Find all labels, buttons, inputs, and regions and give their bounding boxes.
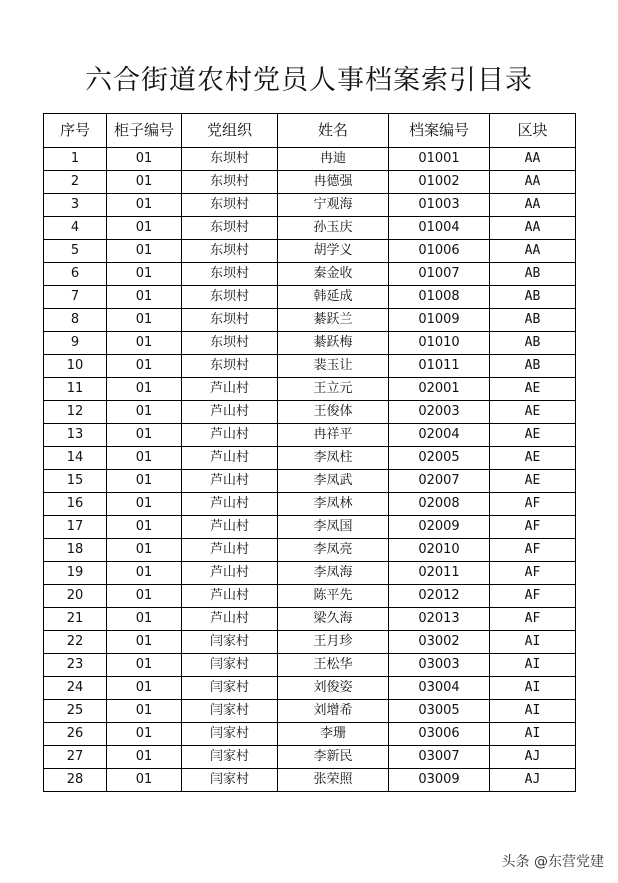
cell-cabinet: 01 <box>107 746 182 769</box>
cell-block: AF <box>490 562 576 585</box>
table-row <box>44 677 576 700</box>
table-row <box>44 263 576 286</box>
cell-serial: 1 <box>44 148 107 171</box>
cell-serial: 15 <box>44 470 107 493</box>
cell-serial: 7 <box>44 286 107 309</box>
header-serial: 序号 <box>44 114 107 148</box>
cell-serial: 18 <box>44 539 107 562</box>
cell-serial: 21 <box>44 608 107 631</box>
cell-block: AI <box>490 700 576 723</box>
table-row <box>44 332 576 355</box>
cell-name: 李凤海 <box>278 562 389 585</box>
cell-party-org: 芦山村 <box>182 378 278 401</box>
cell-block: AB <box>490 332 576 355</box>
cell-file-number: 01004 <box>389 217 490 240</box>
cell-name: 李凤柱 <box>278 447 389 470</box>
cell-party-org: 东坝村 <box>182 332 278 355</box>
cell-party-org: 闫家村 <box>182 654 278 677</box>
cell-block: AE <box>490 447 576 470</box>
cell-name: 张荣照 <box>278 769 389 792</box>
cell-serial: 12 <box>44 401 107 424</box>
cell-block: AB <box>490 355 576 378</box>
table-row <box>44 378 576 401</box>
cell-file-number: 02001 <box>389 378 490 401</box>
cell-file-number: 02013 <box>389 608 490 631</box>
cell-party-org: 芦山村 <box>182 447 278 470</box>
cell-serial: 3 <box>44 194 107 217</box>
cell-serial: 16 <box>44 493 107 516</box>
cell-serial: 6 <box>44 263 107 286</box>
cell-cabinet: 01 <box>107 355 182 378</box>
cell-party-org: 芦山村 <box>182 608 278 631</box>
cell-file-number: 01009 <box>389 309 490 332</box>
cell-block: AE <box>490 424 576 447</box>
table-row <box>44 493 576 516</box>
table-row <box>44 539 576 562</box>
cell-file-number: 02004 <box>389 424 490 447</box>
cell-block: AE <box>490 378 576 401</box>
cell-serial: 27 <box>44 746 107 769</box>
cell-serial: 4 <box>44 217 107 240</box>
cell-cabinet: 01 <box>107 217 182 240</box>
cell-block: AJ <box>490 746 576 769</box>
cell-cabinet: 01 <box>107 401 182 424</box>
cell-cabinet: 01 <box>107 470 182 493</box>
cell-serial: 14 <box>44 447 107 470</box>
cell-cabinet: 01 <box>107 700 182 723</box>
header-name: 姓名 <box>278 114 389 148</box>
cell-serial: 24 <box>44 677 107 700</box>
cell-party-org: 芦山村 <box>182 401 278 424</box>
cell-party-org: 东坝村 <box>182 217 278 240</box>
cell-block: AA <box>490 148 576 171</box>
cell-block: AI <box>490 631 576 654</box>
archive-index-table <box>43 113 576 792</box>
cell-file-number: 01006 <box>389 240 490 263</box>
cell-party-org: 闫家村 <box>182 746 278 769</box>
cell-file-number: 02009 <box>389 516 490 539</box>
cell-name: 裴玉让 <box>278 355 389 378</box>
cell-file-number: 03004 <box>389 677 490 700</box>
cell-name: 綦跃兰 <box>278 309 389 332</box>
cell-party-org: 闫家村 <box>182 769 278 792</box>
cell-name: 孙玉庆 <box>278 217 389 240</box>
cell-party-org: 芦山村 <box>182 585 278 608</box>
cell-serial: 9 <box>44 332 107 355</box>
table-row <box>44 286 576 309</box>
cell-party-org: 芦山村 <box>182 424 278 447</box>
cell-block: AE <box>490 470 576 493</box>
cell-name: 李凤亮 <box>278 539 389 562</box>
table-row <box>44 401 576 424</box>
cell-party-org: 东坝村 <box>182 194 278 217</box>
table-row <box>44 447 576 470</box>
cell-cabinet: 01 <box>107 769 182 792</box>
cell-cabinet: 01 <box>107 654 182 677</box>
cell-file-number: 02012 <box>389 585 490 608</box>
cell-name: 宁观海 <box>278 194 389 217</box>
cell-block: AF <box>490 493 576 516</box>
cell-cabinet: 01 <box>107 723 182 746</box>
cell-serial: 28 <box>44 769 107 792</box>
cell-block: AF <box>490 539 576 562</box>
cell-serial: 26 <box>44 723 107 746</box>
cell-name: 冉德强 <box>278 171 389 194</box>
cell-cabinet: 01 <box>107 608 182 631</box>
cell-cabinet: 01 <box>107 286 182 309</box>
cell-file-number: 02003 <box>389 401 490 424</box>
table-row <box>44 194 576 217</box>
cell-serial: 2 <box>44 171 107 194</box>
cell-cabinet: 01 <box>107 194 182 217</box>
cell-name: 胡学义 <box>278 240 389 263</box>
table-row <box>44 585 576 608</box>
cell-cabinet: 01 <box>107 539 182 562</box>
cell-cabinet: 01 <box>107 332 182 355</box>
cell-file-number: 01008 <box>389 286 490 309</box>
cell-file-number: 01011 <box>389 355 490 378</box>
table-row <box>44 309 576 332</box>
cell-name: 王立元 <box>278 378 389 401</box>
cell-cabinet: 01 <box>107 263 182 286</box>
cell-file-number: 01001 <box>389 148 490 171</box>
cell-name: 梁久海 <box>278 608 389 631</box>
cell-party-org: 闫家村 <box>182 700 278 723</box>
cell-serial: 11 <box>44 378 107 401</box>
cell-file-number: 03005 <box>389 700 490 723</box>
cell-name: 綦跃梅 <box>278 332 389 355</box>
table-row <box>44 608 576 631</box>
cell-cabinet: 01 <box>107 516 182 539</box>
cell-file-number: 03009 <box>389 769 490 792</box>
cell-name: 韩延成 <box>278 286 389 309</box>
table-row <box>44 631 576 654</box>
cell-party-org: 闫家村 <box>182 631 278 654</box>
cell-file-number: 03006 <box>389 723 490 746</box>
cell-name: 刘俊姿 <box>278 677 389 700</box>
cell-block: AF <box>490 608 576 631</box>
cell-party-org: 闫家村 <box>182 677 278 700</box>
cell-cabinet: 01 <box>107 631 182 654</box>
cell-serial: 13 <box>44 424 107 447</box>
cell-name: 陈平先 <box>278 585 389 608</box>
cell-serial: 10 <box>44 355 107 378</box>
cell-block: AI <box>490 654 576 677</box>
cell-serial: 17 <box>44 516 107 539</box>
watermark: 头条 @东营党建 <box>501 854 604 870</box>
cell-block: AI <box>490 677 576 700</box>
cell-party-org: 芦山村 <box>182 493 278 516</box>
cell-block: AA <box>490 240 576 263</box>
cell-name: 王松华 <box>278 654 389 677</box>
cell-party-org: 东坝村 <box>182 309 278 332</box>
cell-block: AA <box>490 171 576 194</box>
cell-file-number: 01003 <box>389 194 490 217</box>
cell-block: AF <box>490 516 576 539</box>
table-row <box>44 148 576 171</box>
cell-name: 王俊体 <box>278 401 389 424</box>
table-row <box>44 769 576 792</box>
header-block: 区块 <box>490 114 576 148</box>
cell-block: AB <box>490 263 576 286</box>
cell-cabinet: 01 <box>107 447 182 470</box>
cell-party-org: 闫家村 <box>182 723 278 746</box>
cell-cabinet: 01 <box>107 148 182 171</box>
cell-cabinet: 01 <box>107 677 182 700</box>
cell-name: 李珊 <box>278 723 389 746</box>
header-party-org: 党组织 <box>182 114 278 148</box>
cell-block: AE <box>490 401 576 424</box>
cell-file-number: 01002 <box>389 171 490 194</box>
cell-file-number: 03007 <box>389 746 490 769</box>
table-row <box>44 700 576 723</box>
cell-serial: 20 <box>44 585 107 608</box>
cell-party-org: 东坝村 <box>182 355 278 378</box>
cell-file-number: 02011 <box>389 562 490 585</box>
cell-party-org: 东坝村 <box>182 171 278 194</box>
cell-party-org: 芦山村 <box>182 562 278 585</box>
cell-file-number: 01010 <box>389 332 490 355</box>
cell-block: AI <box>490 723 576 746</box>
cell-name: 李新民 <box>278 746 389 769</box>
cell-file-number: 02005 <box>389 447 490 470</box>
table-row <box>44 171 576 194</box>
cell-block: AB <box>490 286 576 309</box>
cell-cabinet: 01 <box>107 240 182 263</box>
header-cabinet: 柜子编号 <box>107 114 182 148</box>
cell-block: AB <box>490 309 576 332</box>
cell-cabinet: 01 <box>107 585 182 608</box>
cell-block: AA <box>490 217 576 240</box>
cell-file-number: 01007 <box>389 263 490 286</box>
table-row <box>44 723 576 746</box>
header-file-number: 档案编号 <box>389 114 490 148</box>
table-row <box>44 240 576 263</box>
table-row <box>44 355 576 378</box>
cell-name: 刘增希 <box>278 700 389 723</box>
cell-file-number: 02007 <box>389 470 490 493</box>
cell-serial: 8 <box>44 309 107 332</box>
cell-name: 王月珍 <box>278 631 389 654</box>
cell-cabinet: 01 <box>107 309 182 332</box>
cell-serial: 25 <box>44 700 107 723</box>
cell-name: 李凤林 <box>278 493 389 516</box>
cell-serial: 22 <box>44 631 107 654</box>
table-row <box>44 470 576 493</box>
cell-block: AF <box>490 585 576 608</box>
table-row <box>44 746 576 769</box>
table-row <box>44 516 576 539</box>
cell-serial: 19 <box>44 562 107 585</box>
cell-serial: 5 <box>44 240 107 263</box>
cell-serial: 23 <box>44 654 107 677</box>
cell-file-number: 02010 <box>389 539 490 562</box>
cell-cabinet: 01 <box>107 378 182 401</box>
cell-party-org: 东坝村 <box>182 286 278 309</box>
cell-name: 秦金收 <box>278 263 389 286</box>
cell-file-number: 02008 <box>389 493 490 516</box>
cell-cabinet: 01 <box>107 171 182 194</box>
cell-cabinet: 01 <box>107 424 182 447</box>
table-row <box>44 654 576 677</box>
cell-name: 李凤武 <box>278 470 389 493</box>
cell-name: 冉祥平 <box>278 424 389 447</box>
table-row <box>44 424 576 447</box>
cell-party-org: 东坝村 <box>182 240 278 263</box>
cell-party-org: 东坝村 <box>182 148 278 171</box>
table-row <box>44 217 576 240</box>
table-header-row <box>44 114 576 148</box>
cell-file-number: 03003 <box>389 654 490 677</box>
cell-party-org: 东坝村 <box>182 263 278 286</box>
cell-party-org: 芦山村 <box>182 470 278 493</box>
document-title: 六合街道农村党员人事档案索引目录 <box>85 65 533 96</box>
cell-block: AJ <box>490 769 576 792</box>
table-row <box>44 562 576 585</box>
cell-cabinet: 01 <box>107 493 182 516</box>
cell-name: 李凤国 <box>278 516 389 539</box>
cell-party-org: 芦山村 <box>182 516 278 539</box>
cell-party-org: 芦山村 <box>182 539 278 562</box>
cell-block: AA <box>490 194 576 217</box>
cell-name: 冉迪 <box>278 148 389 171</box>
cell-cabinet: 01 <box>107 562 182 585</box>
cell-file-number: 03002 <box>389 631 490 654</box>
